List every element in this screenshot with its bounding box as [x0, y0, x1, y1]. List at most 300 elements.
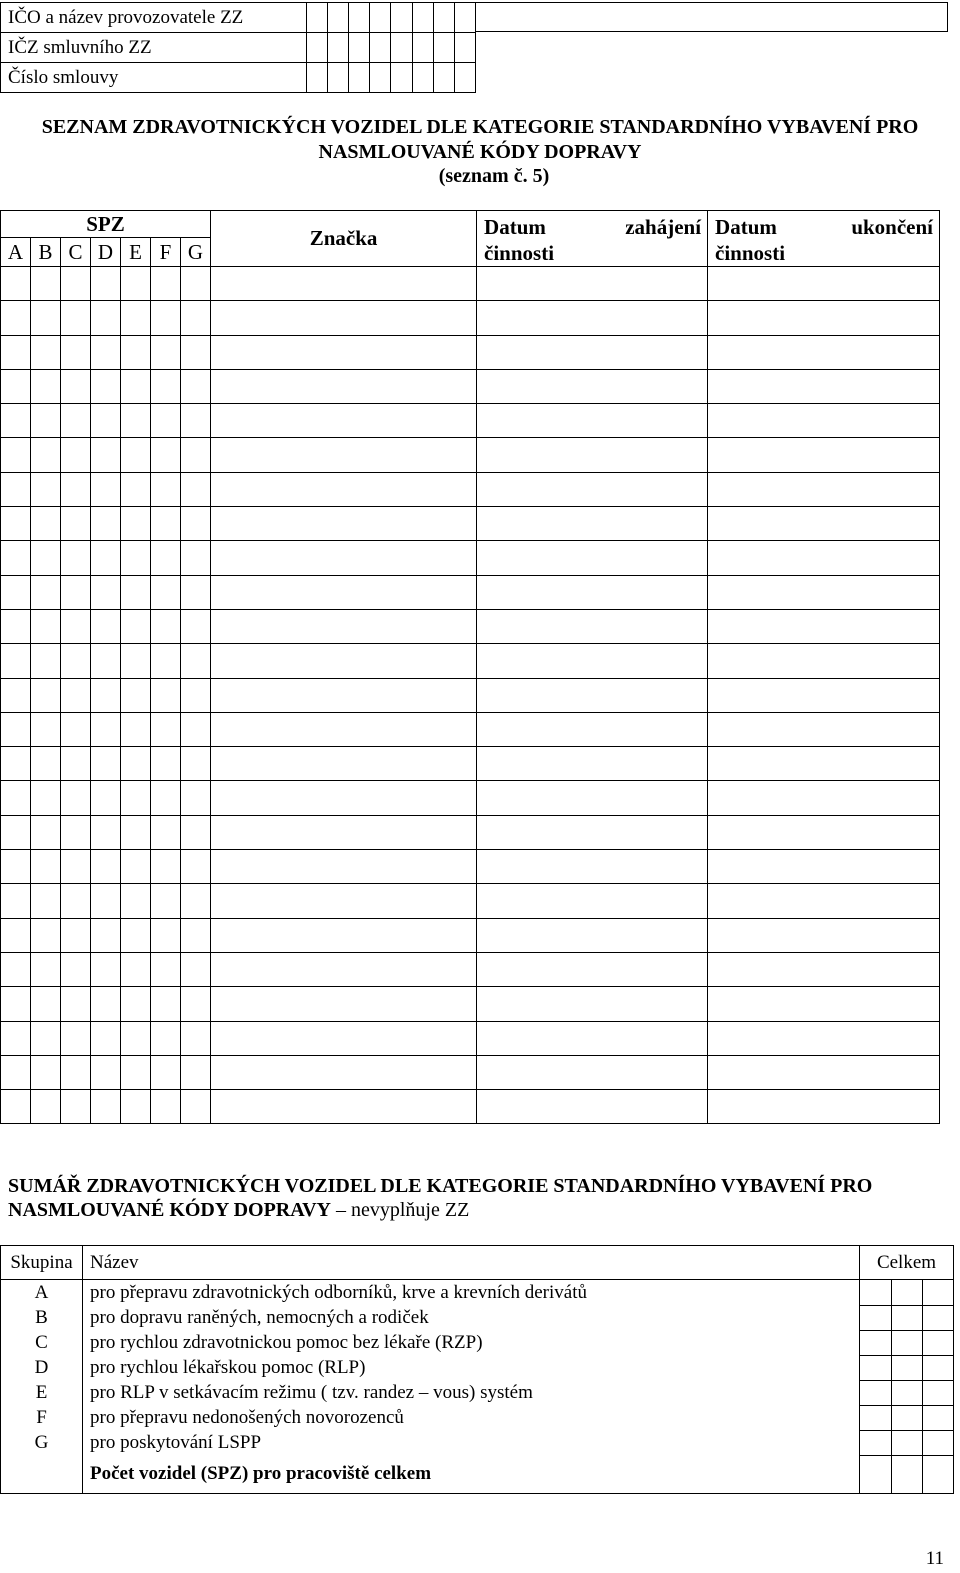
spz-cell[interactable]	[181, 952, 211, 986]
brand-cell[interactable]	[211, 507, 477, 541]
end-date-cell[interactable]	[708, 575, 940, 609]
spz-cell[interactable]	[31, 472, 61, 506]
start-date-cell[interactable]	[477, 678, 708, 712]
spz-cell[interactable]	[121, 644, 151, 678]
digit-box[interactable]	[391, 3, 412, 33]
count-box[interactable]	[892, 1355, 923, 1380]
count-box[interactable]	[892, 1430, 923, 1455]
start-date-cell[interactable]	[477, 815, 708, 849]
end-date-cell[interactable]	[708, 438, 940, 472]
spz-cell[interactable]	[31, 575, 61, 609]
spz-cell[interactable]	[61, 884, 91, 918]
spz-cell[interactable]	[121, 438, 151, 472]
spz-cell[interactable]	[61, 1055, 91, 1089]
total-count-box[interactable]	[860, 1455, 892, 1493]
digit-box[interactable]	[306, 3, 327, 33]
spz-cell[interactable]	[1, 884, 31, 918]
end-date-cell[interactable]	[708, 884, 940, 918]
count-box[interactable]	[860, 1305, 892, 1330]
spz-cell[interactable]	[1, 952, 31, 986]
brand-cell[interactable]	[211, 712, 477, 746]
end-date-cell[interactable]	[708, 1055, 940, 1089]
end-date-cell[interactable]	[708, 404, 940, 438]
spz-cell[interactable]	[31, 507, 61, 541]
spz-cell[interactable]	[31, 781, 61, 815]
spz-cell[interactable]	[181, 678, 211, 712]
end-date-cell[interactable]	[708, 747, 940, 781]
spz-cell[interactable]	[61, 1090, 91, 1124]
spz-cell[interactable]	[91, 1055, 121, 1089]
spz-cell[interactable]	[31, 1021, 61, 1055]
end-date-cell[interactable]	[708, 1090, 940, 1124]
spz-cell[interactable]	[61, 472, 91, 506]
spz-cell[interactable]	[31, 609, 61, 643]
spz-cell[interactable]	[181, 644, 211, 678]
spz-cell[interactable]	[61, 1021, 91, 1055]
start-date-cell[interactable]	[477, 507, 708, 541]
spz-cell[interactable]	[91, 850, 121, 884]
spz-cell[interactable]	[61, 712, 91, 746]
spz-cell[interactable]	[31, 712, 61, 746]
spz-cell[interactable]	[61, 644, 91, 678]
spz-cell[interactable]	[61, 369, 91, 403]
spz-cell[interactable]	[151, 609, 181, 643]
end-date-cell[interactable]	[708, 952, 940, 986]
brand-cell[interactable]	[211, 472, 477, 506]
brand-cell[interactable]	[211, 884, 477, 918]
spz-cell[interactable]	[31, 301, 61, 335]
count-box[interactable]	[892, 1305, 923, 1330]
start-date-cell[interactable]	[477, 712, 708, 746]
spz-cell[interactable]	[31, 918, 61, 952]
digit-box[interactable]	[454, 33, 475, 63]
total-count-box[interactable]	[923, 1455, 954, 1493]
spz-cell[interactable]	[1, 815, 31, 849]
spz-cell[interactable]	[151, 987, 181, 1021]
digit-box[interactable]	[306, 63, 327, 93]
spz-cell[interactable]	[1, 1090, 31, 1124]
start-date-cell[interactable]	[477, 644, 708, 678]
spz-cell[interactable]	[151, 507, 181, 541]
brand-cell[interactable]	[211, 404, 477, 438]
spz-cell[interactable]	[91, 678, 121, 712]
end-date-cell[interactable]	[708, 712, 940, 746]
digit-box[interactable]	[370, 3, 391, 33]
start-date-cell[interactable]	[477, 884, 708, 918]
digit-box[interactable]	[328, 63, 349, 93]
spz-cell[interactable]	[151, 884, 181, 918]
end-date-cell[interactable]	[708, 301, 940, 335]
spz-cell[interactable]	[151, 781, 181, 815]
spz-cell[interactable]	[31, 1090, 61, 1124]
spz-cell[interactable]	[181, 369, 211, 403]
digit-box[interactable]	[433, 3, 454, 33]
spz-cell[interactable]	[151, 369, 181, 403]
spz-cell[interactable]	[91, 267, 121, 301]
spz-cell[interactable]	[151, 575, 181, 609]
spz-cell[interactable]	[151, 644, 181, 678]
spz-cell[interactable]	[121, 1021, 151, 1055]
brand-cell[interactable]	[211, 301, 477, 335]
brand-cell[interactable]	[211, 438, 477, 472]
end-date-cell[interactable]	[708, 1021, 940, 1055]
spz-cell[interactable]	[91, 884, 121, 918]
spz-cell[interactable]	[151, 712, 181, 746]
count-box[interactable]	[860, 1280, 892, 1306]
digit-box[interactable]	[328, 33, 349, 63]
spz-cell[interactable]	[91, 472, 121, 506]
spz-cell[interactable]	[121, 815, 151, 849]
total-count-box[interactable]	[892, 1455, 923, 1493]
end-date-cell[interactable]	[708, 507, 940, 541]
digit-box[interactable]	[391, 63, 412, 93]
end-date-cell[interactable]	[708, 644, 940, 678]
spz-cell[interactable]	[121, 747, 151, 781]
spz-cell[interactable]	[31, 335, 61, 369]
provider-name-field[interactable]	[475, 2, 948, 32]
spz-cell[interactable]	[151, 678, 181, 712]
spz-cell[interactable]	[31, 1055, 61, 1089]
spz-cell[interactable]	[91, 918, 121, 952]
brand-cell[interactable]	[211, 987, 477, 1021]
spz-cell[interactable]	[121, 918, 151, 952]
spz-cell[interactable]	[181, 712, 211, 746]
spz-cell[interactable]	[31, 369, 61, 403]
spz-cell[interactable]	[121, 678, 151, 712]
digit-box[interactable]	[391, 33, 412, 63]
spz-cell[interactable]	[121, 507, 151, 541]
end-date-cell[interactable]	[708, 267, 940, 301]
spz-cell[interactable]	[61, 541, 91, 575]
start-date-cell[interactable]	[477, 918, 708, 952]
count-box[interactable]	[860, 1405, 892, 1430]
start-date-cell[interactable]	[477, 301, 708, 335]
spz-cell[interactable]	[91, 541, 121, 575]
spz-cell[interactable]	[91, 404, 121, 438]
spz-cell[interactable]	[181, 541, 211, 575]
count-box[interactable]	[923, 1380, 954, 1405]
spz-cell[interactable]	[61, 952, 91, 986]
count-box[interactable]	[860, 1430, 892, 1455]
spz-cell[interactable]	[1, 301, 31, 335]
spz-cell[interactable]	[1, 712, 31, 746]
digit-box[interactable]	[454, 3, 475, 33]
digit-box[interactable]	[349, 33, 370, 63]
start-date-cell[interactable]	[477, 541, 708, 575]
spz-cell[interactable]	[61, 781, 91, 815]
count-box[interactable]	[860, 1355, 892, 1380]
spz-cell[interactable]	[181, 609, 211, 643]
spz-cell[interactable]	[121, 987, 151, 1021]
spz-cell[interactable]	[91, 1090, 121, 1124]
spz-cell[interactable]	[181, 850, 211, 884]
spz-cell[interactable]	[31, 644, 61, 678]
spz-cell[interactable]	[151, 747, 181, 781]
digit-box[interactable]	[433, 33, 454, 63]
spz-cell[interactable]	[121, 712, 151, 746]
start-date-cell[interactable]	[477, 781, 708, 815]
spz-cell[interactable]	[61, 747, 91, 781]
digit-box[interactable]	[412, 63, 433, 93]
spz-cell[interactable]	[1, 918, 31, 952]
start-date-cell[interactable]	[477, 575, 708, 609]
spz-cell[interactable]	[121, 472, 151, 506]
spz-cell[interactable]	[61, 438, 91, 472]
spz-cell[interactable]	[31, 678, 61, 712]
spz-cell[interactable]	[1, 1055, 31, 1089]
spz-cell[interactable]	[31, 884, 61, 918]
brand-cell[interactable]	[211, 678, 477, 712]
spz-cell[interactable]	[181, 884, 211, 918]
spz-cell[interactable]	[91, 781, 121, 815]
spz-cell[interactable]	[121, 850, 151, 884]
spz-cell[interactable]	[121, 1090, 151, 1124]
spz-cell[interactable]	[121, 884, 151, 918]
digit-box[interactable]	[349, 63, 370, 93]
spz-cell[interactable]	[151, 850, 181, 884]
spz-cell[interactable]	[1, 575, 31, 609]
spz-cell[interactable]	[121, 301, 151, 335]
spz-cell[interactable]	[91, 609, 121, 643]
spz-cell[interactable]	[1, 438, 31, 472]
spz-cell[interactable]	[31, 850, 61, 884]
start-date-cell[interactable]	[477, 438, 708, 472]
spz-cell[interactable]	[121, 1055, 151, 1089]
spz-cell[interactable]	[181, 781, 211, 815]
digit-box[interactable]	[412, 33, 433, 63]
end-date-cell[interactable]	[708, 609, 940, 643]
end-date-cell[interactable]	[708, 678, 940, 712]
brand-cell[interactable]	[211, 369, 477, 403]
spz-cell[interactable]	[91, 575, 121, 609]
count-box[interactable]	[923, 1405, 954, 1430]
end-date-cell[interactable]	[708, 815, 940, 849]
spz-cell[interactable]	[61, 267, 91, 301]
spz-cell[interactable]	[91, 369, 121, 403]
spz-cell[interactable]	[91, 987, 121, 1021]
digit-box[interactable]	[370, 63, 391, 93]
start-date-cell[interactable]	[477, 850, 708, 884]
start-date-cell[interactable]	[477, 1055, 708, 1089]
spz-cell[interactable]	[31, 267, 61, 301]
spz-cell[interactable]	[61, 815, 91, 849]
spz-cell[interactable]	[31, 747, 61, 781]
spz-cell[interactable]	[181, 438, 211, 472]
count-box[interactable]	[860, 1330, 892, 1355]
brand-cell[interactable]	[211, 267, 477, 301]
spz-cell[interactable]	[1, 267, 31, 301]
spz-cell[interactable]	[181, 1055, 211, 1089]
spz-cell[interactable]	[181, 404, 211, 438]
end-date-cell[interactable]	[708, 335, 940, 369]
spz-cell[interactable]	[1, 850, 31, 884]
spz-cell[interactable]	[61, 575, 91, 609]
count-box[interactable]	[860, 1380, 892, 1405]
spz-cell[interactable]	[151, 541, 181, 575]
spz-cell[interactable]	[1, 1021, 31, 1055]
spz-cell[interactable]	[1, 369, 31, 403]
provider-info-row	[1, 63, 476, 93]
count-box[interactable]	[923, 1280, 954, 1306]
end-date-cell[interactable]	[708, 472, 940, 506]
spz-cell[interactable]	[61, 850, 91, 884]
brand-cell[interactable]	[211, 952, 477, 986]
spz-cell[interactable]	[31, 541, 61, 575]
start-date-cell[interactable]	[477, 609, 708, 643]
brand-cell[interactable]	[211, 1055, 477, 1089]
spz-cell[interactable]	[181, 507, 211, 541]
spz-cell[interactable]	[151, 815, 181, 849]
digit-box[interactable]	[433, 63, 454, 93]
spz-cell[interactable]	[151, 918, 181, 952]
spz-cell[interactable]	[1, 541, 31, 575]
brand-cell[interactable]	[211, 815, 477, 849]
spz-cell[interactable]	[1, 987, 31, 1021]
spz-cell[interactable]	[181, 987, 211, 1021]
spz-cell[interactable]	[91, 507, 121, 541]
spz-cell[interactable]	[181, 335, 211, 369]
count-box[interactable]	[923, 1355, 954, 1380]
spz-cell[interactable]	[151, 267, 181, 301]
brand-cell[interactable]	[211, 918, 477, 952]
spz-cell[interactable]	[91, 438, 121, 472]
spz-cell[interactable]	[31, 815, 61, 849]
brand-cell[interactable]	[211, 747, 477, 781]
count-box[interactable]	[923, 1330, 954, 1355]
spz-cell[interactable]	[91, 301, 121, 335]
end-date-cell[interactable]	[708, 850, 940, 884]
spz-cell[interactable]	[31, 438, 61, 472]
spz-cell[interactable]	[31, 404, 61, 438]
spz-cell[interactable]	[121, 404, 151, 438]
spz-cell[interactable]	[121, 369, 151, 403]
spz-cell[interactable]	[121, 781, 151, 815]
digit-box[interactable]	[412, 3, 433, 33]
spz-cell[interactable]	[181, 267, 211, 301]
spz-cell[interactable]	[61, 609, 91, 643]
count-box[interactable]	[923, 1305, 954, 1330]
spz-cell[interactable]	[31, 987, 61, 1021]
spz-cell[interactable]	[181, 1090, 211, 1124]
start-date-cell[interactable]	[477, 404, 708, 438]
spz-cell[interactable]	[91, 644, 121, 678]
count-box[interactable]	[923, 1430, 954, 1455]
spz-cell[interactable]	[121, 541, 151, 575]
digit-box[interactable]	[454, 63, 475, 93]
start-date-cell[interactable]	[477, 267, 708, 301]
spz-cell[interactable]	[121, 952, 151, 986]
spz-cell[interactable]	[31, 952, 61, 986]
brand-cell[interactable]	[211, 1090, 477, 1124]
spz-cell[interactable]	[181, 1021, 211, 1055]
start-date-cell[interactable]	[477, 369, 708, 403]
spz-cell[interactable]	[1, 644, 31, 678]
count-box[interactable]	[892, 1280, 923, 1306]
spz-cell[interactable]	[61, 507, 91, 541]
spz-cell[interactable]	[121, 335, 151, 369]
brand-cell[interactable]	[211, 541, 477, 575]
brand-cell[interactable]	[211, 850, 477, 884]
start-date-cell[interactable]	[477, 952, 708, 986]
spz-cell[interactable]	[181, 301, 211, 335]
spz-cell[interactable]	[1, 335, 31, 369]
end-date-cell[interactable]	[708, 781, 940, 815]
spz-cell[interactable]	[121, 267, 151, 301]
spz-cell[interactable]	[181, 918, 211, 952]
spz-cell[interactable]	[91, 952, 121, 986]
end-date-cell[interactable]	[708, 987, 940, 1021]
digit-box[interactable]	[370, 33, 391, 63]
spz-cell[interactable]	[181, 815, 211, 849]
spz-cell[interactable]	[1, 678, 31, 712]
spz-cell[interactable]	[61, 987, 91, 1021]
digit-box[interactable]	[328, 3, 349, 33]
spz-cell[interactable]	[1, 609, 31, 643]
brand-cell[interactable]	[211, 609, 477, 643]
spz-cell[interactable]	[61, 404, 91, 438]
spz-cell[interactable]	[151, 438, 181, 472]
spz-cell[interactable]	[91, 335, 121, 369]
start-date-cell[interactable]	[477, 747, 708, 781]
spz-cell[interactable]	[151, 335, 181, 369]
start-date-cell[interactable]	[477, 472, 708, 506]
brand-cell[interactable]	[211, 1021, 477, 1055]
start-date-cell[interactable]	[477, 987, 708, 1021]
end-date-cell[interactable]	[708, 369, 940, 403]
spz-cell[interactable]	[91, 1021, 121, 1055]
start-date-cell[interactable]	[477, 1021, 708, 1055]
spz-cell[interactable]	[121, 609, 151, 643]
start-date-cell[interactable]	[477, 1090, 708, 1124]
spz-cell[interactable]	[181, 472, 211, 506]
spz-cell[interactable]	[1, 404, 31, 438]
spz-cell[interactable]	[91, 712, 121, 746]
spz-cell[interactable]	[91, 747, 121, 781]
spz-cell[interactable]	[61, 301, 91, 335]
spz-cell[interactable]	[121, 575, 151, 609]
spz-cell[interactable]	[1, 472, 31, 506]
spz-cell[interactable]	[151, 1021, 181, 1055]
brand-cell[interactable]	[211, 575, 477, 609]
count-box[interactable]	[892, 1330, 923, 1355]
digit-box[interactable]	[349, 3, 370, 33]
spz-cell[interactable]	[181, 747, 211, 781]
count-box[interactable]	[892, 1405, 923, 1430]
spz-cell[interactable]	[61, 678, 91, 712]
spz-cell[interactable]	[151, 301, 181, 335]
spz-cell[interactable]	[151, 1090, 181, 1124]
spz-cell[interactable]	[151, 404, 181, 438]
brand-cell[interactable]	[211, 644, 477, 678]
digit-box[interactable]	[306, 33, 327, 63]
spz-cell[interactable]	[61, 335, 91, 369]
spz-cell[interactable]	[1, 781, 31, 815]
start-date-cell[interactable]	[477, 335, 708, 369]
spz-cell[interactable]	[151, 952, 181, 986]
spz-cell[interactable]	[1, 747, 31, 781]
spz-cell[interactable]	[61, 918, 91, 952]
end-date-cell[interactable]	[708, 541, 940, 575]
spz-cell[interactable]	[1, 507, 31, 541]
count-box[interactable]	[892, 1380, 923, 1405]
spz-cell[interactable]	[151, 1055, 181, 1089]
spz-cell[interactable]	[91, 815, 121, 849]
end-date-cell[interactable]	[708, 918, 940, 952]
spz-cell[interactable]	[181, 575, 211, 609]
brand-cell[interactable]	[211, 781, 477, 815]
brand-cell[interactable]	[211, 335, 477, 369]
spz-cell[interactable]	[151, 472, 181, 506]
